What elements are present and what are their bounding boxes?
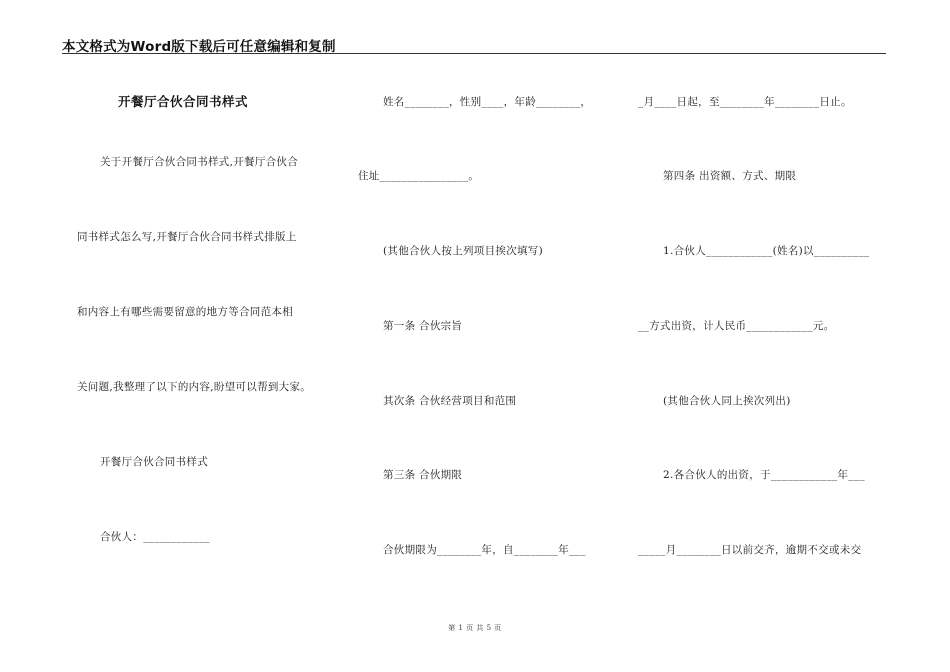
intro-line-3: 和内容上有哪些需要留意的地方等合同范本相 xyxy=(77,306,293,318)
article-2-heading: 其次条 合伙经营项目和范围 xyxy=(383,395,517,407)
other-partners-note-2: (其他合伙人同上挨次列出) xyxy=(663,395,791,407)
contribution-line-1: 1.合伙人____________(姓名)以__________ xyxy=(663,245,870,257)
intro-line-4: 关问题,我整理了以下的内容,盼望可以帮到大家。 xyxy=(77,381,312,393)
partner-info-line: 姓名________，性别____，年龄________， xyxy=(383,96,592,108)
article-4-heading: 第四条 出资额、方式、期限 xyxy=(663,170,797,182)
intro-line-1: 关于开餐厅合伙合同书样式,开餐厅合伙合 xyxy=(100,156,299,168)
article-3-heading: 第三条 合伙期限 xyxy=(383,469,463,481)
payment-line-2: _____月________日以前交齐，逾期不交或未交 xyxy=(638,544,862,556)
partner-label: 合伙人：____________ xyxy=(100,531,210,543)
term-line: 合伙期限为________年，自________年___ xyxy=(383,544,586,556)
address-line: 住址________________。 xyxy=(358,170,480,182)
intro-line-2: 同书样式怎么写,开餐厅合伙合同书样式排版上 xyxy=(77,231,297,243)
document-title: 开餐厅合伙合同书样式 xyxy=(118,94,249,109)
contribution-line-2: __方式出资，计人民币____________元。 xyxy=(638,320,835,332)
payment-line-1: 2.各合伙人的出资，于____________年___ xyxy=(663,469,865,481)
other-partners-note: (其他合伙人按上列项目挨次填写) xyxy=(383,245,543,257)
header-divider xyxy=(62,53,886,54)
page-number-footer: 第 1 页 共 5 页 xyxy=(448,624,502,632)
article-1-heading: 第一条 合伙宗旨 xyxy=(383,320,463,332)
section-heading: 开餐厅合伙合同书样式 xyxy=(100,456,208,468)
term-end-line: _月____日起，至________年________日止。 xyxy=(638,96,852,108)
document-header: 本文格式为Word版下载后可任意编辑和复制 xyxy=(62,39,336,55)
